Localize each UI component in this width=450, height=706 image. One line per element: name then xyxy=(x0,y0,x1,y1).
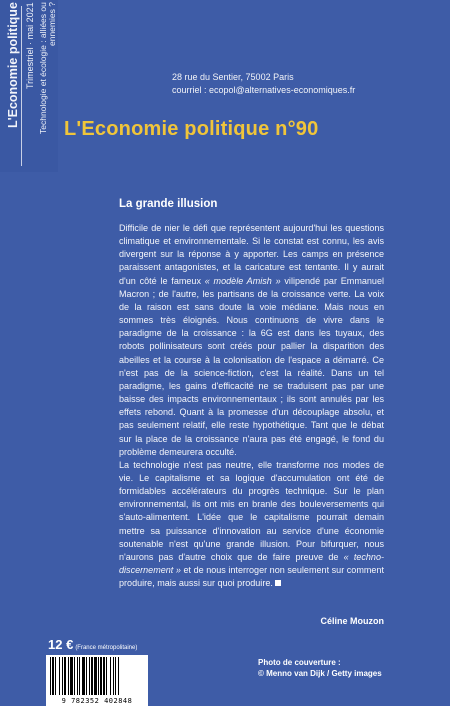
paragraph-1-emphasis: « modèle Amish » xyxy=(204,275,281,286)
article-title: La grande illusion xyxy=(119,198,218,210)
spine-theme: Technologie et écologie : alliées ou ennemies ? xyxy=(38,2,57,134)
end-mark-icon xyxy=(275,580,281,586)
article-body xyxy=(119,222,384,590)
spine-issue-date: Trimestriel · mai 2021 xyxy=(25,2,35,89)
street-address: 28 rue du Sentier, 75002 Paris xyxy=(172,72,294,82)
cover-credit-source: © Menno van Dijk / Getty images xyxy=(258,669,382,678)
paragraph-2 xyxy=(119,459,384,591)
cover-photo-credit xyxy=(258,657,418,679)
cover-credit-label: Photo de couverture : xyxy=(258,658,341,667)
paragraph-1-text-a: Difficile de nier le défi que représentent aujourd'hui les questions climatique et environnementale. Si le constat est connu, les avis divergent sur la réponse à y apporter. Les camps en présence paraissent antagonistes, et la caricature est tentante. Il y aurait d'un côté le fameux xyxy=(119,223,384,286)
paragraph-1-text-b: vilipendé par Emmanuel Macron ; de l'autre, les partisans de la croissance verte. La voix de la raison est sans doute la voie médiane. Mais nous en sommes très éloignés. Nous continuons de vivre dans le paradigme de la croissance : la 6G est dans les tuyaux, des robots pollinisateurs sont créés pour pallier la disparition des abeilles et la course à la colonisation de l'espace a démarré. Ce n'est pas de la science-fiction, c'est la réalité. Dans un tel paradigme, les gains d'efficacité ne se traduisent pas par une baisse des impacts environnementaux ; ils sont annulés par les effets rebond. Quant à la promesse d'un découplage absolu, et pas seulement relatif, elle reste hypothétique. Tant que le débat sur la place de la croissance n'aura pas été engagé, le fond du problème demeurera occulté. xyxy=(119,275,384,457)
email-address: courriel : ecopol@alternatives-economiques.fr xyxy=(172,85,356,95)
barcode-number: 9 782352 402848 xyxy=(61,697,133,705)
publisher-address xyxy=(172,71,432,97)
price xyxy=(48,637,137,652)
price-amount: 12 € xyxy=(48,637,74,652)
barcode xyxy=(46,655,148,706)
paragraph-1 xyxy=(119,222,384,459)
barcode-bars-icon xyxy=(50,657,144,695)
author-name: Céline Mouzon xyxy=(320,616,384,626)
spine-magazine-title: L'Economie politique xyxy=(6,2,20,128)
spine-divider xyxy=(21,6,22,166)
paragraph-2-text-b: et de nous interroger non seulement sur comment produire, mais aussi sur quoi produire. xyxy=(119,565,384,589)
price-note: (France métropolitaine) xyxy=(75,645,138,651)
paragraph-2-text-a: La technologie n'est pas neutre, elle transforme nos modes de vie. Le capitalisme et sa logique d'accumulation ont été de formidables accélérateurs du progrès technique. Sur le plan environnemental, ils ont mis en branle des bouleversements qui s'auto-alimentent. L'idée que le capitalisme pourrait demain mettre sa puissance d'innovation au service d'une économie soutenable n'est qu'une grande illusion. Pour bifurquer, nous n'aurons pas d'autre choix que de faire preuve de xyxy=(119,459,384,562)
spine-strip xyxy=(0,0,58,172)
issue-title: L'Economie politique n°90 xyxy=(64,118,319,140)
paragraph-2-emphasis: « techno-discernement » xyxy=(119,551,384,576)
